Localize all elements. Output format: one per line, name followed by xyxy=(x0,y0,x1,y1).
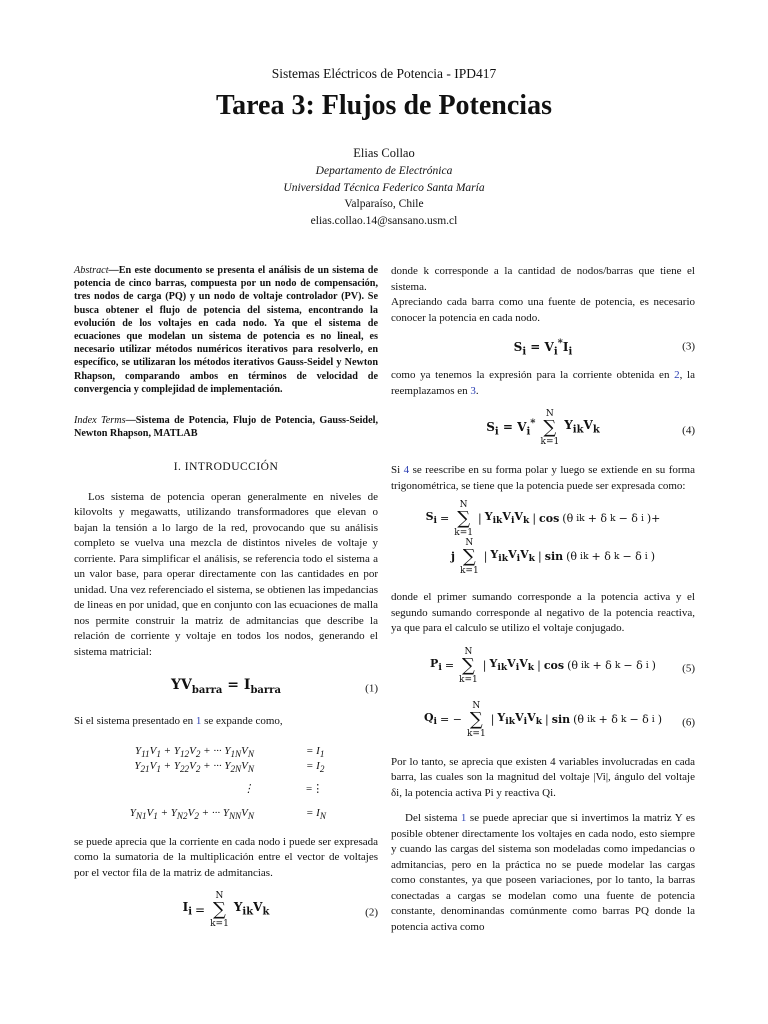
paragraph xyxy=(391,368,695,399)
paragraph: Por lo tanto, se aprecia que existen 4 variables involucradas en cada barra, las cuales son la magnitud del voltaje |Vi|, ángulo del voltaje δi, la potencia activa Pi y reactiva Qi. xyxy=(391,755,695,799)
text-span: como ya tenemos la expresión para la corriente obtenida en xyxy=(391,369,675,381)
ref-link[interactable]: 1 xyxy=(460,812,467,824)
university: Universidad Técnica Federico Santa María xyxy=(283,181,485,194)
paragraph xyxy=(391,463,695,494)
equation-number: (6) xyxy=(682,715,695,728)
current-paragraph: se puede aprecia que la corriente en cada nodo i puede ser expresada como la sumatoria de la multiplicación entre el vector de voltajes por el vector fila de la matriz de admitancias. xyxy=(74,835,378,879)
text-span: . xyxy=(475,384,479,397)
equation-3: $S_i = V_i^*I_i$ (3) xyxy=(513,338,695,358)
text-span: se reescribe en su forma polar y luego se extiende en su forma trigonométrica, se tiene que la potencia puede ser expresada como: xyxy=(391,464,695,492)
equation-5: $P_i$ = N ∑ k=1 | $Y_{ik}V_iV_k$ | cos (θ ik + δ k − δ i ) (5) xyxy=(430,646,695,685)
equation-number: (1) xyxy=(365,682,378,695)
expand-paragraph xyxy=(74,714,378,730)
course-name: Sistemas Eléctricos de Potencia - IPD417 xyxy=(271,66,497,81)
city: Valparaíso, Chile xyxy=(344,198,424,210)
paragraph: donde el primer sumando corresponde a la potencia activa y el segundo sumando corresponde al negativo de la potencia reactiva, ya que para el calculo se utilizo el voltaje conjugado. xyxy=(391,591,695,634)
paper-title: Tarea 3: Flujos de Potencias xyxy=(216,90,552,121)
left-column xyxy=(74,264,378,945)
paragraph: donde k corresponde a la cantidad de nodos/barras que tiene el sistema. xyxy=(391,265,695,293)
equation-expanded: $S_i$ = N ∑ k=1 | $Y_{ik}V_iV_k$ | cos (θ ik + δ k − δ i )+ j N ∑ k=1 | $Y_{ik}V_iV_k$ | sin (θ ik + δ k − δ i ) xyxy=(425,500,661,576)
equation-number: (4) xyxy=(682,424,695,437)
department: Departamento de Electrónica xyxy=(315,165,453,177)
ref-link[interactable]: 3 xyxy=(470,384,476,397)
index-terms-text: —Sistema de Potencia, Flujo de Potencia, Gauss-Seidel, Newton Rhapson, MATLAB xyxy=(74,415,378,440)
text-span: se puede apreciar que si invertimos la matriz Y es posible obtener directamente los voltajes en cada nodo, esto siempre y cuando las cargas del sistema son modeladas como impedancias o admitancias, pero en la práctica no se puede modelar las cargas como constantes, ya que poseen variaciones, por lo tanto, la barras conectadas a cargas se modelan como una fuente de potencia constante, denominandas comúnmente como barras PQ donde la potencia activa como xyxy=(391,812,695,933)
text-span: Del sistema xyxy=(405,812,461,824)
ref-link[interactable]: 4 xyxy=(403,464,410,476)
equation-number: (2) xyxy=(365,906,378,919)
author-name: Elias Collao xyxy=(353,146,415,160)
intro-paragraph: Los sistema de potencia operan generalmente en niveles de kilovolts y megawatts, utilizando transformadores que elevan o bajan la tensión a lo largo de la red, provocando que su análisis completo se vuelva una mezcla de distintos niveles de voltaje y corriente. Para simplificar el análisis, se referencia todo el sistema a un valor base, para operar directamente con las cantidades en por unidad. Una vez referenciado el sistema, se obtienen las impedancias de lineas en por unidad, que en conjunto con las ecuaciones de malla nos permite construir la matriz de admitancias que describe la relación de corriente y voltaje en todos los nodos, generando el sistema matricial: xyxy=(74,490,378,658)
equation-6: $Q_i$ = − N ∑ k=1 | $Y_{ik}V_iV_k$ | sin (θ ik + δ k − δ i ) (6) xyxy=(423,700,695,739)
abstract xyxy=(74,264,378,396)
text-span: Si xyxy=(391,464,404,476)
ref-link[interactable]: 2 xyxy=(674,369,680,381)
equation-number: (3) xyxy=(682,340,695,353)
paragraph xyxy=(391,811,695,935)
affiliation xyxy=(0,163,768,229)
equation-4: $S_i = V_i^*$ N ∑ k=1 $Y_{ik}V_k$ (4) xyxy=(486,409,695,447)
abstract-label: Abstract xyxy=(74,265,109,276)
equation-2: $I_i$ = N ∑ k=1 $Y_{ik}V_k$ (2) xyxy=(182,891,378,930)
index-terms-label: Index Terms xyxy=(74,415,126,427)
paragraph: Apreciando cada barra como una fuente de potencia, es necesario conocer la potencia en cada nodo. xyxy=(391,296,695,324)
text-span: Si el sistema presentado en xyxy=(74,715,196,728)
abstract-text: —En este documento se presenta el análisis de un sistema de potencia de cinco barras, compuesta por un nodo de compensación, tres nodos de carga (PQ) y un nodo de voltaje controlador (PV). Se busca obtener el flujo de potencia del sistema, encontrando la evolución de los voltajes en cada nodo. Ya que el sistema de ecuaciones que modelan un sistema de potencia es no lineal, es necesario utilizar métodos numéricos iterativos para resolverlo, en específico, se utilizaran los métodos iterativos Gauss-Seidel y Newton Rhapson, comparando ambos en términos de velocidad de convergencia y complejidad de implementación. xyxy=(74,265,378,395)
email: elias.collao.14@sansano.usm.cl xyxy=(310,214,458,227)
section-heading: I. INTRODUCCIÓN xyxy=(173,461,279,474)
equation-1: $YV_{barra} = I_{barra}$ (1) xyxy=(171,677,378,697)
equation-number: (5) xyxy=(682,661,695,674)
text-span: se expande como, xyxy=(201,715,283,728)
text-span: , la reemplazamos en xyxy=(391,369,695,397)
index-terms xyxy=(74,414,378,440)
right-column xyxy=(391,264,695,935)
ref-link[interactable]: 1 xyxy=(195,715,202,728)
equation-system: $Y_{11}V_1 + Y_{12}V_2$ + ··· $Y_{1N}V_N$ = $I_1$ $Y_{21}V_1 + Y_{22}V_2$ + ··· $Y_{2N}V_N$ = $I_2$ ⋮ =⋮ $Y_{N1}V_1 + Y_{N2}V_2$ + ··· $Y_{NN}V_N$ = $I_N$ xyxy=(129,744,326,822)
